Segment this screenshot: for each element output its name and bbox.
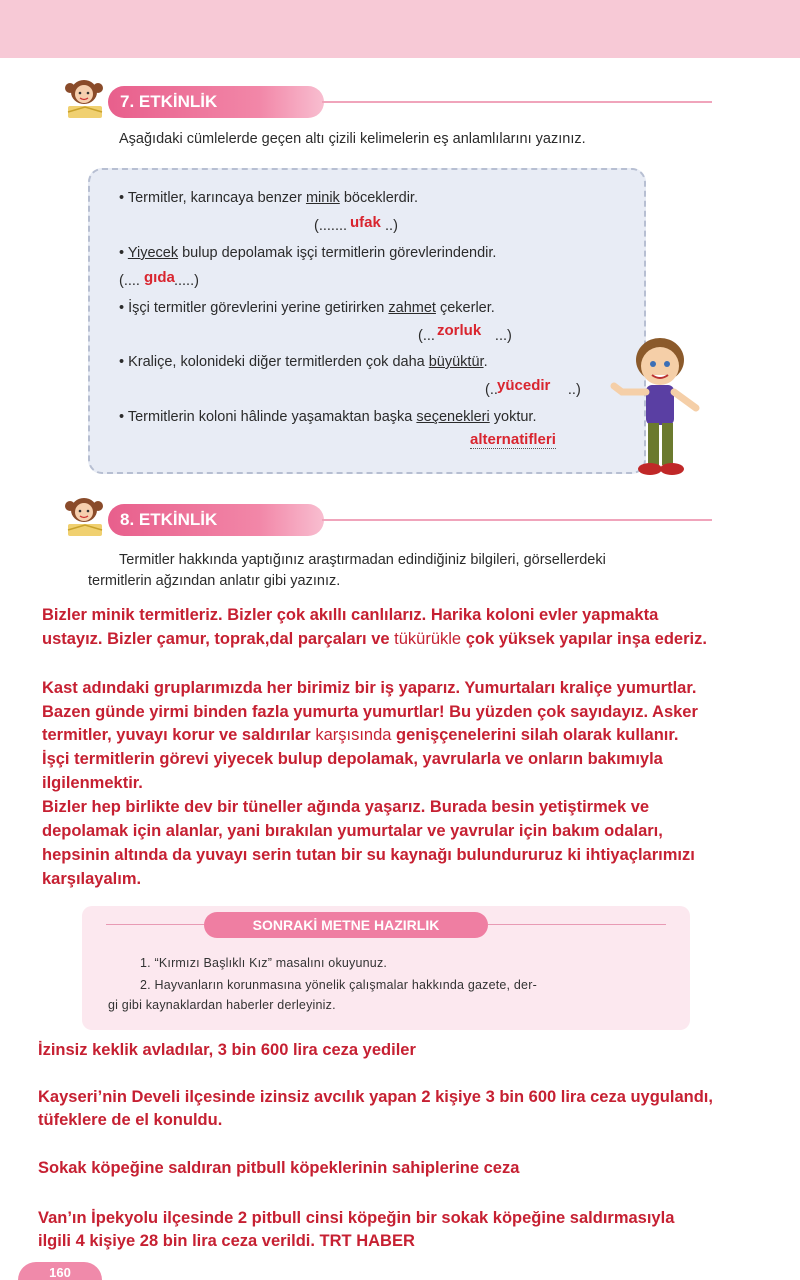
activity8-title: 8. ETKİNLİK <box>108 504 324 536</box>
prep-rule-left <box>106 924 204 925</box>
activity8-instruction-line1: Termitler hakkında yaptığınız araştırmadan edindiğiniz bilgileri, görsellerdeki <box>119 552 606 568</box>
answer-line-5: termitler, yuvayı korur ve saldırılar karşısında genişçenelerini silah olarak kullanır. <box>42 726 679 744</box>
activity8-rule <box>322 519 712 521</box>
sentence-3: • İşçi termitler görevlerini yerine getirirken zahmet çekerler. <box>119 300 495 316</box>
underlined-word-2: Yiyecek <box>127 245 179 261</box>
answer-5[interactable]: alternatifleri <box>470 431 556 448</box>
underlined-word-3: zahmet <box>388 300 436 316</box>
answer-line-1: Bizler minik termitleriz. Bizler çok akıllı canlılarız. Harika koloni evler yapmakta <box>42 606 659 624</box>
answer-line-7: ilgilenmektir. <box>42 774 143 792</box>
prep-rule-right <box>488 924 666 925</box>
answer-line-4: Bazen günde yirmi binden fazla yumurta yumurtlar! Bu yüzden çok sayıdayız. Asker <box>42 703 698 721</box>
news-headline-2: Sokak köpeğine saldıran pitbull köpeklerinin sahiplerine ceza <box>38 1159 520 1177</box>
answer-2[interactable]: gıda <box>144 269 175 286</box>
news-body-2-line2: ilgili 4 kişiye 28 bin lira ceza verildi. TRT HABER <box>38 1232 415 1250</box>
answer-1[interactable]: ufak <box>350 214 381 231</box>
preparation-item-2-line2: gi gibi kaynaklardan haberler derleyiniz. <box>108 998 336 1012</box>
preparation-item-2-line1: 2. Hayvanların korunmasına yönelik çalışmalar hakkında gazete, der- <box>140 978 537 992</box>
answer-line-11: karşılayalım. <box>42 870 142 888</box>
blank-4: (.. ..) <box>485 382 581 398</box>
sentence-5: • Termitlerin koloni hâlinde yaşamaktan başka seçenekleri yoktur. <box>119 409 537 425</box>
activity8-instruction-line2: termitlerin ağzından anlatır gibi yazınız. <box>88 573 341 589</box>
sentence-4: • Kraliçe, kolonideki diğer termitlerden çok daha büyüktür. <box>119 354 488 370</box>
blank-1: (....... ..) <box>314 218 398 234</box>
girl-reading-icon <box>60 74 114 126</box>
activity8-header <box>60 500 720 540</box>
answer-line-6: İşçi termitlerin görevi yiyecek bulup depolamak, yavrularla ve onların bakımıyla <box>42 750 663 768</box>
underlined-word-4: büyüktür <box>428 354 484 370</box>
underlined-word-5: seçenekleri <box>416 409 490 425</box>
answer-line-2: ustayız. Bizler çamur, toprak,dal parçaları ve tükürükle çok yüksek yapılar inşa ederiz. <box>42 630 707 648</box>
answer-line-8: Bizler hep birlikte dev bir tüneller ağında yaşarız. Burada besin yetiştirmek ve <box>42 798 650 816</box>
sentence-1: • Termitler, karıncaya benzer minik böceklerdir. <box>119 190 418 206</box>
top-band <box>0 0 800 58</box>
answer-4[interactable]: yücedir <box>497 377 551 394</box>
news-body-2-line1: Van’ın İpekyolu ilçesinde 2 pitbull cinsi köpeğin bir sokak köpeğine saldırmasıyla <box>38 1209 675 1227</box>
sentence-2: • Yiyecek bulup depolamak işçi termitlerin görevlerindendir. <box>119 245 497 261</box>
news-body-1-line2: tüfeklere de el konuldu. <box>38 1111 223 1129</box>
answer-line-9: depolamak için alanlar, yani bırakılan yumurtalar ve yavrular için bakım odaları, <box>42 822 663 840</box>
answer-line-3: Kast adındaki gruplarımızda her birimiz bir iş yaparız. Yumurtaları kraliçe yumurtlar. <box>42 679 697 697</box>
page-number: 160 <box>18 1262 102 1280</box>
activity7-instruction: Aşağıdaki cümlelerde geçen altı çizili kelimelerin eş anlamlılarını yazınız. <box>119 131 586 147</box>
blank-2: (.... .....) <box>119 273 199 289</box>
girl-reading-icon <box>60 492 114 544</box>
preparation-box <box>82 906 690 1030</box>
news-headline-1: İzinsiz keklik avladılar, 3 bin 600 lira ceza yediler <box>38 1041 416 1059</box>
answer-3[interactable]: zorluk <box>437 322 482 339</box>
news-body-1-line1: Kayseri’nin Develi ilçesinde izinsiz avcılık yapan 2 kişiye 3 bin 600 lira ceza uygulandı, <box>38 1088 713 1106</box>
answer-line-10: hepsinin altında da yuvayı serin tutan bir su kaynağı bulundururuz ki ihtiyaçlarımızı <box>42 846 695 864</box>
preparation-item-1: 1. “Kırmızı Başlıklı Kız” masalını okuyunuz. <box>140 956 388 970</box>
blank-3: (... ...) <box>418 328 512 344</box>
underlined-word-1: minik <box>305 190 340 206</box>
activity7-header <box>60 82 720 122</box>
preparation-title: SONRAKİ METNE HAZIRLIK <box>204 912 488 938</box>
activity7-title: 7. ETKİNLİK <box>108 86 324 118</box>
activity7-rule <box>322 101 712 103</box>
boy-character-icon <box>608 330 708 480</box>
